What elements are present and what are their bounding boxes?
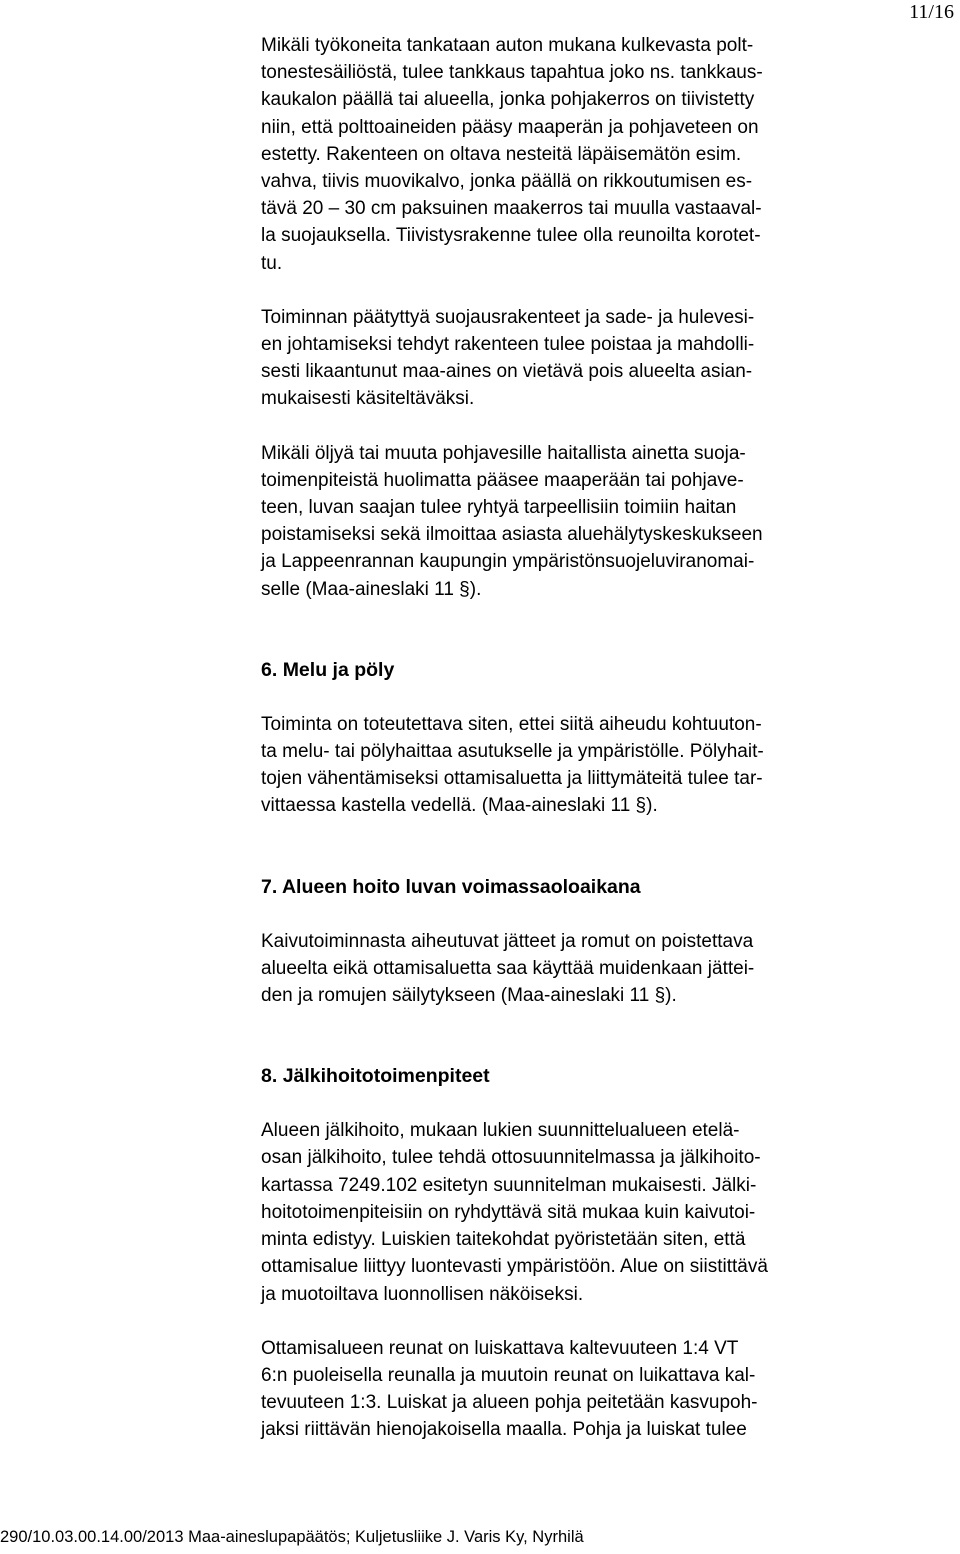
section-title: Jälkihoitotoimenpiteet [282, 1065, 490, 1088]
section-heading-7 [261, 874, 901, 901]
page-footer: 290/10.03.00.14.00/2013 Maa-aineslupapäätös; Kuljetusliike J. Varis Ky, Nyrhilä [0, 1528, 584, 1546]
section-heading-8 [261, 1063, 901, 1090]
paragraph-oil-spill: Mikäli öljyä tai muuta pohjavesille haitallista ainetta suoja- toimenpiteistä huolimatta pääsee maaperään tai pohjave- teen, luvan saajan tulee ryhtyä tarpeellisiin toimiin haitan poistamiseksi sekä ilmoittaa asiasta aluehälytyskeskukseen ja Lappeenrannan kaupungin ympäristönsuojeluviranomai- selle (Maa-aineslaki 11 §). [261, 442, 763, 600]
section-heading-6 [261, 657, 901, 684]
paragraph-protective-structures: Toiminnan päätyttyä suojausrakenteet ja sade- ja hulevesi- en johtamiseksi tehdyt rakenteen tulee poistaa ja mahdolli- sesti likaantunut maa-aines on vietävä pois alueelta asian- mukaisesti käsiteltäväksi. [261, 306, 755, 410]
section-title: Melu ja pöly [282, 658, 395, 681]
document-body [261, 32, 901, 1444]
paragraph-aftercare: Alueen jälkihoito, mukaan lukien suunnittelualueen etelä- osan jälkihoito, tulee tehdä ottosuunnitelmassa ja jälkihoito- kartassa 7249.102 esitetyn suunnitelman mukaisesti. Jälki- hoitotoimenpiteisiin on ryhdyttävä sitä mukaa kuin kaivutoi- minta edistyy. Luiskien taitekohdat pyöristetään siten, että ottamisalue liittyy luontevasti ympäristöön. Alue on siistittävä ja muotoiltava luonnollisen näköiseksi. [261, 1120, 768, 1305]
section-number: 8. [261, 1065, 278, 1088]
paragraph-waste: Kaivutoiminnasta aiheutuvat jätteet ja romut on poistettava alueelta eikä ottamisaluetta saa käyttää muidenkaan jättei- den ja romujen säilytykseen (Maa-aineslaki 11 §). [261, 930, 755, 1007]
section-number: 7. [261, 875, 278, 898]
page-number: 11/16 [909, 1, 954, 23]
section-number: 6. [261, 658, 278, 681]
paragraph-noise-dust: Toiminta on toteutettava siten, ettei siitä aiheudu kohtuuton- ta melu- tai pölyhaittaa asutukselle ja ympäristölle. Pölyhait- tojen vähentämiseksi ottamisaluetta ja liittymäteitä tulee tar- vittaessa kastella vedellä. (Maa-aineslaki 11 §). [261, 713, 764, 817]
paragraph-slopes: Ottamisalueen reunat on luiskattava kaltevuuteen 1:4 VT 6:n puoleisella reunalla ja muutoin reunat on luikattava kal- tevuuteen 1:3. Luiskat ja alueen pohja peitetään kasvupoh- jaksi riittävän hienojakoisella maalla. Pohja ja luiskat tulee [261, 1337, 758, 1441]
section-title: Alueen hoito luvan voimassaoloaikana [281, 875, 641, 898]
paragraph-fuel-tanking: Mikäli työkoneita tankataan auton mukana kulkevasta polt- tonestesäiliöstä, tulee tankkaus tapahtua joko ns. tankkaus- kaukalon päällä tai alueella, jonka pohjakerros on tiivistetty niin, että polttoaineiden pääsy maaperän ja pohjaveteen on estetty. Rakenteen on oltava nesteitä läpäisemätön esim. vahva, tiivis muovikalvo, jonka päällä on rikkoutumisen es- tävä 20 – 30 cm paksuinen maakerros tai muulla vastaaval- la suojauksella. Tiivistysrakenne tulee olla reunoilta korotet- tu. [261, 35, 763, 274]
